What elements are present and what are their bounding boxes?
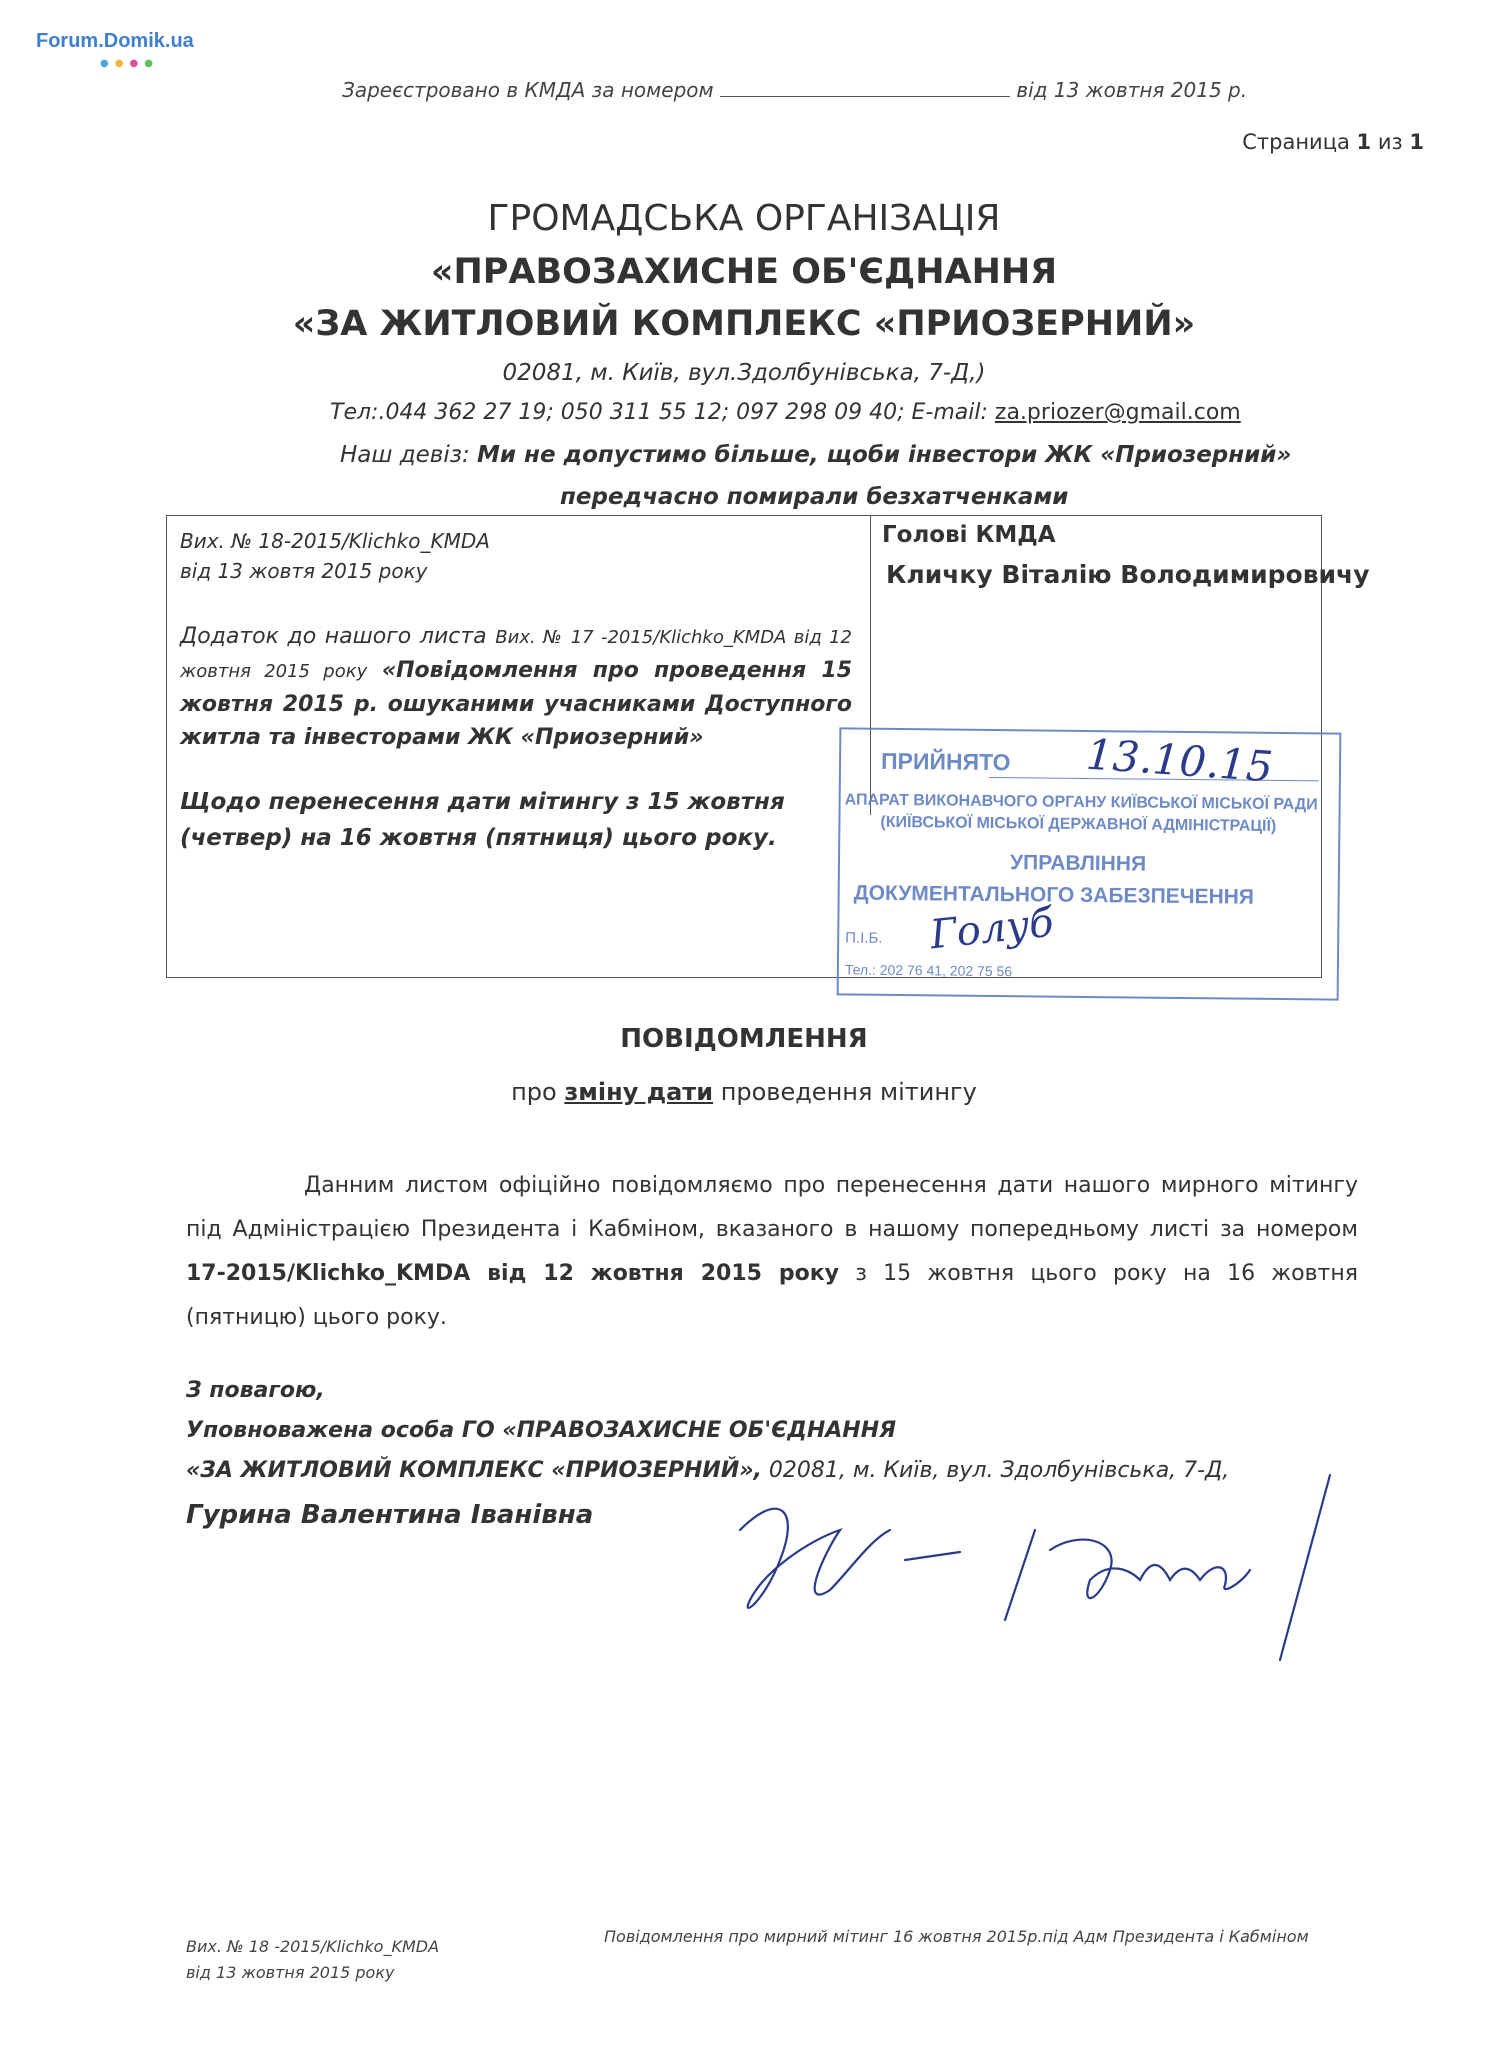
footer-date: від 13 жовтня 2015 року	[186, 1963, 395, 1982]
addendum-title: «Повідомлення про проведення 15 жовтня 2015 р. ошуканими учасниками Доступного житла та інвесторами ЖК «Приозерний»	[180, 658, 852, 750]
outgoing-date: від 13 жовтя 2015 року	[180, 559, 428, 583]
stamp-dept-line1: УПРАВЛІННЯ	[1009, 851, 1147, 876]
notice-body	[186, 1164, 1358, 1340]
page-current: 1	[1356, 130, 1372, 154]
signatory-name: Гурина Валентина Іванівна	[186, 1500, 594, 1530]
org-contacts	[330, 400, 1241, 425]
page-total: 1	[1409, 130, 1424, 154]
notice-sub-underlined: зміну дати	[564, 1078, 714, 1106]
motto-text: Ми не допустимо більше, щоби інвестори ЖК «Приозерний»	[477, 442, 1292, 468]
stamp-name-label: П.І.Б.	[845, 929, 883, 947]
motto-label: Наш девіз:	[340, 442, 470, 468]
addendum-start: Додаток до нашого листа	[180, 624, 487, 649]
watermark-logo: Forum.Domik.ua	[36, 30, 194, 52]
org-phones: Тел:.044 362 27 19; 050 311 55 12; 097 298 09 40; E-mail:	[330, 400, 988, 425]
registration-date: від 13 жовтня 2015 р.	[1016, 78, 1248, 102]
signature-position: Уповноважена особа ГО «ПРАВОЗАХИСНЕ ОБ'ЄДНАННЯ	[186, 1418, 897, 1443]
handwritten-signature	[720, 1470, 1340, 1670]
signature-stroke-slash	[1005, 1530, 1035, 1620]
outgoing-reference	[180, 526, 852, 586]
notice-body-part1: Данним листом офіційно повідомляємо про перенесення дати нашого мирного мітингу під Адміністрацією Президента і Кабміном, вказаного в нашому попередньому листі за номером	[186, 1173, 1358, 1242]
notice-sub-pre: про	[511, 1078, 557, 1106]
letter-subject: Щодо перенесення дати мітингу з 15 жовтня (четвер) на 16 жовтня (пятниця) цього року.	[180, 789, 785, 851]
registration-number-blank	[720, 78, 1010, 97]
signature-regards: З повагою,	[186, 1378, 325, 1403]
recipient-name: Кличку Віталію Володимировичу	[886, 560, 1370, 589]
footer-reference	[186, 1934, 439, 1986]
registration-line	[342, 78, 1247, 102]
addendum-reference: Вих. № 17 -2015/Klichko_KMDA від 12 жовтня 2015 року	[180, 627, 853, 682]
page-number	[1242, 130, 1424, 154]
page-label: Страница	[1242, 130, 1350, 154]
watermark-dots: ●●●●	[100, 58, 159, 69]
org-name-line2: «ЗА ЖИТЛОВИЙ КОМПЛЕКС «ПРИОЗЕРНИЙ»	[292, 304, 1196, 344]
stamp-phone: Тел.: 202 76 41, 202 75 56	[844, 961, 1013, 980]
notice-body-part2: з 15 жовтня цього року на 16 жовтня (пятницю) цього року.	[186, 1261, 1358, 1330]
org-motto	[340, 442, 1291, 468]
outgoing-number: Вих. № 18-2015/Klichko_KMDA	[180, 529, 490, 553]
notice-body-reference: 17-2015/Klichko_KMDA від 12 жовтня 2015 року	[186, 1261, 839, 1286]
org-email: za.priozer@gmail.com	[994, 400, 1241, 425]
stamp-handwritten-date: 13.10.15	[1084, 729, 1275, 792]
stamp-org-line2: (КИЇВСЬКОЇ МІСЬКОЇ ДЕРЖАВНОЇ АДМІНІСТРАЦІЇ)	[880, 813, 1277, 835]
signature-stroke-dash	[905, 1552, 960, 1560]
recipient-title: Голові КМДА	[882, 522, 1056, 548]
notice-title: ПОВІДОМЛЕННЯ	[620, 1024, 868, 1054]
addendum-note	[180, 620, 852, 754]
org-address: 02081, м. Київ, вул.Здолбунівська, 7-Д,)	[502, 360, 986, 386]
stamp-handwritten-name: Голуб	[927, 899, 1056, 959]
signature-stroke-long-slash	[1280, 1475, 1330, 1660]
stamp-org-line1: АПАРАТ ВИКОНАВЧОГО ОРГАНУ КИЇВСЬКОЇ МІСЬКОЇ РАДИ	[844, 791, 1318, 814]
stamp-dept-line2: ДОКУМЕНТАЛЬНОГО ЗАБЕЗПЕЧЕННЯ	[853, 881, 1255, 909]
signature-stroke-initial	[740, 1509, 890, 1608]
org-title: ГРОМАДСЬКА ОРГАНІЗАЦІЯ	[487, 198, 1001, 239]
org-motto-line2: передчасно помирали безхатченками	[560, 484, 1069, 510]
registration-prefix: Зареєстровано в КМДА за номером	[342, 78, 714, 102]
signature-org-name: «ЗА ЖИТЛОВИЙ КОМПЛЕКС «ПРИОЗЕРНИЙ»,	[186, 1458, 762, 1483]
footer-description: Повідомлення про мирний мітинг 16 жовтня 2015р.під Адм Президента і Кабміном	[604, 1927, 1309, 1946]
signature-stroke-name	[1050, 1540, 1250, 1599]
signature-org-address: 02081, м. Київ, вул. Здолбунівська, 7-Д,	[761, 1458, 1230, 1483]
notice-subtitle	[0, 1078, 1488, 1106]
stamp-accepted: ПРИЙНЯТО	[880, 747, 1011, 776]
page-of: из	[1377, 130, 1403, 154]
footer-number: Вих. № 18 -2015/Klichko_KMDA	[186, 1937, 440, 1956]
org-name-line1: «ПРАВОЗАХИСНЕ ОБ'ЄДНАННЯ	[430, 252, 1058, 292]
notice-sub-post: проведення мітингу	[720, 1078, 977, 1106]
